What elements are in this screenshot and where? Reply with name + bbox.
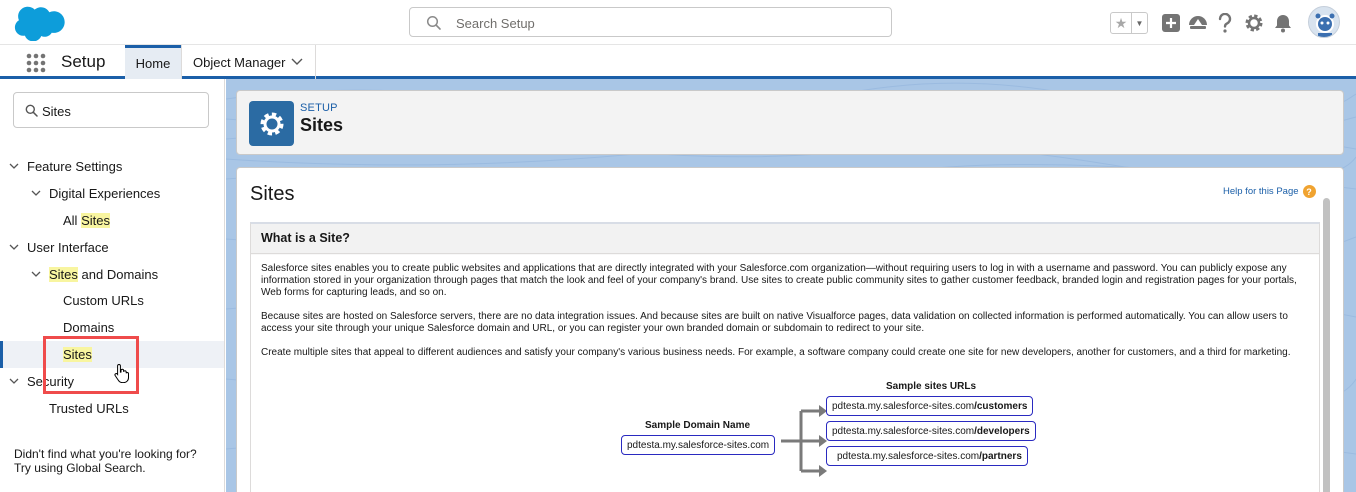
url-path: /customers: [974, 400, 1028, 412]
quick-find[interactable]: [13, 92, 209, 128]
sample-domain-heading: Sample Domain Name: [645, 420, 751, 431]
quick-find-input[interactable]: [42, 102, 202, 120]
global-header: [0, 0, 1356, 45]
setup-sidebar: [0, 79, 225, 492]
tree-item-label: [49, 267, 158, 282]
notifications-bell-icon[interactable]: [1272, 12, 1294, 34]
global-actions-icon[interactable]: [1160, 12, 1182, 34]
section-body: [251, 255, 1319, 492]
sample-urls-heading: Sample sites URLs: [886, 381, 977, 392]
tree-item-sites-and-domains[interactable]: [0, 261, 224, 288]
url-base: pdtesta.my.salesforce-sites.com: [832, 400, 975, 412]
label-text: All: [63, 213, 82, 228]
tree-item-feature-settings[interactable]: [0, 153, 224, 180]
search-input[interactable]: [456, 14, 876, 32]
label-text: and Domains: [77, 267, 159, 282]
setup-gear-icon: [249, 101, 294, 146]
tree-item-label: Security: [27, 374, 74, 389]
trailhead-icon[interactable]: [1187, 12, 1209, 34]
tree-item-label: Trusted URLs: [49, 401, 129, 416]
tree-item-label: Domains: [63, 320, 115, 335]
not-found-line: Didn't find what you're looking for?: [14, 447, 197, 461]
search-match-highlight: Sites: [81, 213, 110, 228]
tree-item-digital-experiences[interactable]: [0, 180, 224, 207]
search-icon: [25, 104, 38, 117]
avatar[interactable]: [1308, 6, 1340, 38]
sample-url-customers: [826, 396, 1033, 416]
tree-item-user-interface[interactable]: [0, 234, 224, 261]
scrollbar-thumb[interactable]: [1323, 198, 1330, 492]
global-search[interactable]: [409, 7, 892, 37]
content-card: [236, 167, 1344, 492]
sample-url-partners: [826, 446, 1028, 466]
sample-domain-box: [621, 435, 775, 455]
tree-item-custom-urls[interactable]: [0, 287, 224, 314]
page-header: [236, 90, 1344, 155]
setup-gear-icon[interactable]: [1243, 12, 1265, 34]
page-title: Sites: [300, 115, 344, 135]
sample-domain-text: pdtesta.my.salesforce-sites.com: [627, 439, 770, 451]
tab-object-manager[interactable]: [181, 45, 316, 79]
app-name: Setup: [61, 52, 106, 71]
chevron-down-icon[interactable]: [30, 187, 42, 199]
diagram-arrows: [779, 401, 829, 481]
tree-item-trusted-urls[interactable]: [0, 395, 224, 422]
context-bar: [0, 45, 1356, 79]
favorites-dropdown-icon[interactable]: ▼: [1135, 18, 1144, 28]
tree-item-label: Digital Experiences: [49, 186, 161, 201]
global-search-hint-line: Try using Global Search.: [14, 461, 146, 475]
chevron-down-icon[interactable]: [291, 57, 303, 67]
content-title: Sites: [250, 183, 295, 205]
help-icon[interactable]: [1214, 12, 1236, 34]
paragraph: Salesforce sites enables you to create public websites and applications that are directly integrated with your Salesforce.com organization—without requiring users to log in with a username and password. You can publicly expose any information stored in your organization through pages that match the look and feel of your company's brand. Use sites to create public community sites to gather customer feedback, branded login and registration pages for your portals, Web forms for capturing leads, and so on.: [261, 263, 1297, 298]
tab-home[interactable]: Home: [125, 45, 181, 79]
not-found-hint: [14, 447, 197, 475]
section-title: What is a Site?: [261, 231, 350, 245]
tree-item-label: Feature Settings: [27, 159, 123, 174]
url-base: pdtesta.my.salesforce-sites.com: [832, 425, 975, 437]
url-path: /partners: [979, 450, 1022, 462]
what-is-a-site-section: [250, 222, 1320, 492]
section-header: [251, 224, 1319, 254]
chevron-down-icon[interactable]: [8, 160, 20, 172]
sample-url-developers: [826, 421, 1036, 441]
search-icon: [426, 15, 442, 31]
chevron-down-icon[interactable]: [30, 268, 42, 280]
chevron-down-icon[interactable]: [8, 375, 20, 387]
pointer-hand-icon: [114, 363, 130, 383]
search-match-highlight: Sites: [49, 267, 78, 282]
favorites-star-icon[interactable]: ★: [1111, 13, 1132, 33]
url-path: /developers: [974, 425, 1030, 437]
favorites-group: [1110, 12, 1148, 34]
help-for-this-page-link[interactable]: [1223, 185, 1316, 198]
page-header-eyebrow: SETUP: [300, 102, 338, 114]
help-question-icon: ?: [1303, 185, 1316, 198]
tree-item-label: [63, 213, 110, 228]
tree-item-label: User Interface: [27, 240, 109, 255]
paragraph: Because sites are hosted on Salesforce servers, there are no data integration issues. And because sites are built on native Visualforce pages, data validation on collected information is performed automatically. You can allow users to access your site through your unique Salesforce domain and URL, or you can register your own branded domain or subdomain to redirect to your site.: [261, 311, 1288, 334]
search-match-highlight: Sites: [63, 347, 92, 362]
salesforce-logo[interactable]: [14, 5, 66, 41]
help-link-label: Help for this Page: [1223, 186, 1299, 197]
tree-item-label: Custom URLs: [63, 293, 144, 308]
url-base: pdtesta.my.salesforce-sites.com: [837, 450, 980, 462]
tab-object-manager-label: Object Manager: [193, 54, 286, 70]
chevron-down-icon[interactable]: [8, 241, 20, 253]
app-launcher-icon[interactable]: [26, 53, 46, 73]
paragraph: Create multiple sites that appeal to different audiences and satisfy your company's various business needs. For example, a software company could create one site for new developers, another for customers, and a third for marketing.: [261, 347, 1291, 358]
tree-item-all-sites[interactable]: [0, 207, 224, 234]
